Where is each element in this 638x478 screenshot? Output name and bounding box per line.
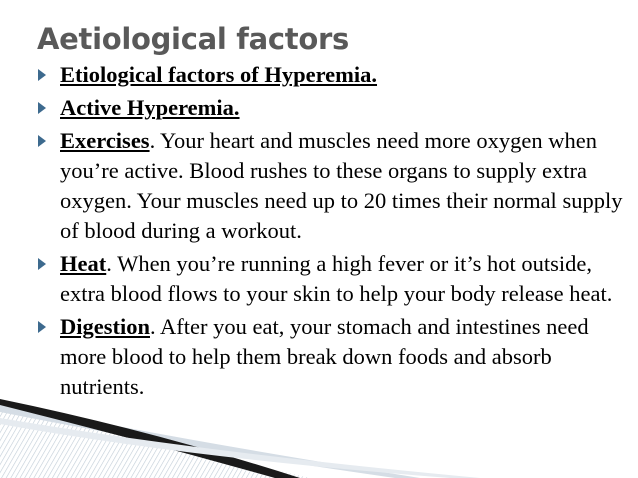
bullet-text: . Your heart and muscles need more oxygen when you’re active. Blood rushes to these organs to supply extra oxygen. Your muscles need up to 20 times their normal supply of blood during a workout.	[60, 128, 623, 243]
bullet-lead: Digestion	[60, 314, 150, 339]
bullet-text: . When you’re running a high fever or it’s hot outside, extra blood flows to your skin to help your body release heat.	[60, 251, 613, 306]
decoration-light-swoosh	[0, 403, 420, 478]
bullet-heat	[38, 249, 633, 309]
bullet-lead: Heat	[60, 251, 107, 276]
slide-title: Aetiological factors	[37, 22, 349, 56]
bullet-lead: Active Hyperemia.	[60, 95, 240, 120]
bullet-lead: Exercises	[60, 128, 150, 153]
bullet-arrow-icon	[38, 135, 46, 147]
bullet-exercises	[38, 126, 633, 246]
bullet-arrow-icon	[38, 321, 46, 333]
bullet-etiological-factors	[38, 60, 633, 90]
decoration-dark-swoosh	[0, 399, 300, 478]
bullet-arrow-icon	[38, 102, 46, 114]
bullet-text: . After you eat, your stomach and intestines need more blood to help them break down foods and absorb nutrients.	[60, 314, 589, 399]
bullet-list	[38, 60, 633, 405]
bullet-lead: Etiological factors of Hyperemia.	[60, 62, 378, 87]
bullet-arrow-icon	[38, 69, 46, 81]
decoration-hatched-band	[0, 408, 310, 478]
bullet-active-hyperemia	[38, 93, 633, 123]
bullet-arrow-icon	[38, 258, 46, 270]
bullet-digestion	[38, 312, 633, 402]
decoration-blue-swoosh	[0, 418, 480, 478]
